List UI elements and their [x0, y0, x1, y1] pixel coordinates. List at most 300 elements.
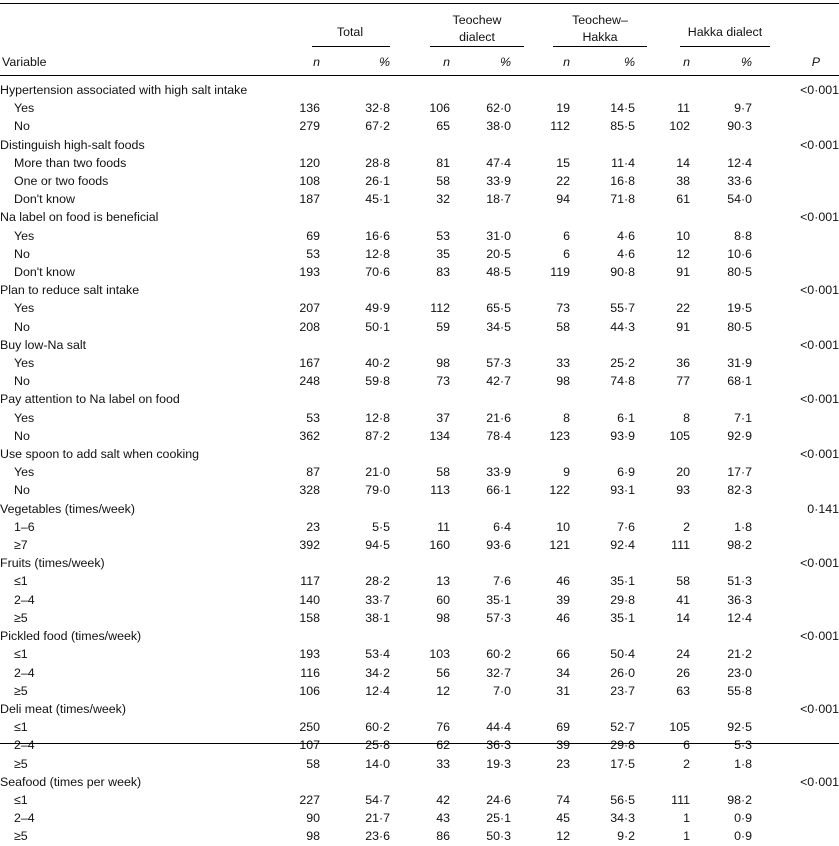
- pct-cell: 82·3: [727, 483, 752, 498]
- pct-cell: 31·0: [486, 228, 511, 243]
- pct-cell: [450, 554, 511, 572]
- category-label: Na label on food is beneficial: [0, 210, 159, 225]
- n-cell: [270, 627, 320, 645]
- n-cell: 69: [306, 228, 320, 243]
- p-value-cell: [752, 409, 839, 427]
- pct-cell: 49·9: [365, 301, 390, 316]
- pct-cell: 9·7: [734, 101, 752, 116]
- group-hakka: [670, 24, 780, 41]
- p-value-cell: [752, 572, 839, 590]
- pct-cell: 6·1: [617, 410, 635, 425]
- pct-cell: 92·5: [727, 720, 752, 735]
- p-value-cell: 0·141: [807, 501, 839, 516]
- n-cell: [390, 336, 450, 354]
- pct-cell: [690, 700, 752, 718]
- pct-cell: 54·0: [727, 192, 752, 207]
- pct-cell: [320, 336, 390, 354]
- pct-cell: 7·0: [493, 683, 511, 698]
- n-cell: 86: [436, 829, 450, 844]
- pct-cell: [320, 281, 390, 299]
- n-cell: 32: [436, 192, 450, 207]
- teochew-hakka-pct-header: %: [623, 55, 635, 69]
- p-value-cell: [752, 736, 839, 754]
- row-label: 1–6: [14, 519, 35, 534]
- p-value-cell: <0·001: [800, 701, 839, 716]
- category-label: Vegetables (times/week): [0, 501, 135, 516]
- pct-cell: 21·6: [486, 410, 511, 425]
- n-cell: 76: [436, 720, 450, 735]
- category-label: Seafood (times per week): [0, 774, 142, 789]
- pct-cell: 21·0: [365, 465, 390, 480]
- n-cell: [390, 554, 450, 572]
- table-row: [0, 791, 839, 809]
- category-label: Pickled food (times/week): [0, 629, 142, 644]
- n-cell: 8: [563, 410, 570, 425]
- table-row: [0, 427, 839, 445]
- category-row: [0, 208, 839, 226]
- n-cell: 98: [306, 829, 320, 844]
- n-cell: 41: [676, 592, 690, 607]
- p-value-cell: <0·001: [800, 774, 839, 789]
- row-label: Yes: [14, 301, 35, 316]
- n-cell: 10: [676, 228, 690, 243]
- n-cell: 53: [306, 246, 320, 261]
- category-row: [0, 554, 839, 572]
- pct-cell: 66·1: [486, 483, 511, 498]
- pct-cell: 78·4: [486, 428, 511, 443]
- pct-cell: 45·1: [365, 192, 390, 207]
- n-cell: 31: [556, 683, 570, 698]
- n-cell: [270, 336, 320, 354]
- pct-cell: 19·3: [486, 756, 511, 771]
- p-value-cell: <0·001: [800, 392, 839, 407]
- category-row: [0, 281, 839, 299]
- pct-cell: 19·5: [727, 301, 752, 316]
- n-cell: 187: [299, 192, 320, 207]
- pct-cell: 28·2: [365, 574, 390, 589]
- pct-cell: [570, 136, 635, 154]
- pct-cell: 54·7: [365, 792, 390, 807]
- n-cell: 73: [556, 301, 570, 316]
- pct-cell: [450, 445, 511, 463]
- pct-cell: 18·7: [486, 192, 511, 207]
- table-row: [0, 318, 839, 336]
- n-cell: [390, 627, 450, 645]
- pct-cell: [690, 554, 752, 572]
- n-cell: 13: [436, 574, 450, 589]
- n-cell: 120: [299, 155, 320, 170]
- pct-cell: 71·8: [610, 192, 635, 207]
- n-cell: 116: [300, 665, 320, 680]
- n-cell: [390, 773, 450, 791]
- p-value-cell: [752, 827, 839, 845]
- total-pct-header: %: [378, 55, 390, 69]
- category-row: [0, 445, 839, 463]
- pct-cell: 6·9: [617, 465, 635, 480]
- table-row: [0, 736, 839, 754]
- pct-cell: [570, 773, 635, 791]
- teochew-n-header: n: [443, 55, 450, 69]
- n-cell: 59: [436, 319, 450, 334]
- group-teochew-hakka-line2: Hakka: [582, 30, 618, 44]
- n-cell: 53: [306, 410, 320, 425]
- pct-cell: 26·1: [365, 174, 390, 189]
- pct-cell: [570, 554, 635, 572]
- n-cell: 33: [436, 756, 450, 771]
- pct-cell: [450, 500, 511, 518]
- n-cell: [270, 208, 320, 226]
- n-cell: 87: [306, 465, 320, 480]
- category-label: Deli meat (times/week): [0, 701, 126, 716]
- row-label: No: [14, 246, 30, 261]
- table-row: [0, 827, 839, 845]
- n-cell: 6: [563, 246, 570, 261]
- p-value-cell: [752, 354, 839, 372]
- pct-cell: 0·9: [734, 829, 752, 844]
- p-value-cell: [752, 518, 839, 536]
- pct-cell: [570, 281, 635, 299]
- n-cell: 98: [436, 356, 450, 371]
- pct-cell: 10·6: [727, 246, 752, 261]
- pct-cell: 0·9: [734, 811, 752, 826]
- group-total: [310, 24, 390, 41]
- n-cell: 392: [299, 538, 320, 553]
- n-cell: 279: [299, 119, 320, 134]
- pct-cell: 44·4: [486, 720, 511, 735]
- n-cell: 65: [436, 119, 450, 134]
- pct-cell: [570, 700, 635, 718]
- pct-cell: [570, 627, 635, 645]
- n-cell: 77: [676, 374, 690, 389]
- n-cell: [635, 554, 690, 572]
- pct-cell: 35·1: [610, 574, 635, 589]
- n-cell: 63: [676, 683, 690, 698]
- table-row: [0, 755, 839, 773]
- n-cell: 83: [436, 265, 450, 280]
- table-row: [0, 463, 839, 481]
- pct-cell: 8·8: [734, 228, 752, 243]
- n-cell: 102: [669, 119, 690, 134]
- pct-cell: 6·4: [493, 519, 511, 534]
- p-value-cell: [752, 682, 839, 700]
- n-cell: 46: [556, 574, 570, 589]
- n-cell: 105: [669, 428, 690, 443]
- pct-cell: [570, 500, 635, 518]
- n-cell: [270, 773, 320, 791]
- table-row: [0, 299, 839, 317]
- category-row: [0, 627, 839, 645]
- table-row: [0, 572, 839, 590]
- pct-cell: 34·3: [610, 811, 635, 826]
- p-value-cell: [752, 427, 839, 445]
- p-value-cell: [752, 664, 839, 682]
- pct-cell: 93·6: [486, 538, 511, 553]
- n-cell: [390, 136, 450, 154]
- pct-cell: 36·3: [486, 738, 511, 753]
- group-teochew: [422, 12, 532, 46]
- pct-cell: 68·1: [727, 374, 752, 389]
- pct-cell: 21·2: [727, 647, 752, 662]
- pct-cell: 14·0: [365, 756, 390, 771]
- n-cell: 73: [436, 374, 450, 389]
- n-cell: [511, 208, 570, 226]
- pct-cell: 32·7: [486, 665, 511, 680]
- n-cell: [390, 500, 450, 518]
- table-row: [0, 190, 839, 208]
- group-total-underline: [312, 46, 390, 47]
- pct-cell: 55·8: [727, 683, 752, 698]
- n-cell: 112: [550, 119, 570, 134]
- table-row: [0, 518, 839, 536]
- n-cell: 123: [549, 428, 570, 443]
- row-label: No: [14, 428, 30, 443]
- n-cell: 12: [436, 683, 450, 698]
- pct-cell: [450, 136, 511, 154]
- pct-cell: [690, 81, 752, 99]
- n-cell: 39: [556, 738, 570, 753]
- group-teochew-hakka: [545, 12, 655, 46]
- n-cell: [511, 627, 570, 645]
- n-cell: 107: [299, 738, 320, 753]
- pct-cell: 12·4: [727, 155, 752, 170]
- row-label: ≥5: [14, 829, 28, 844]
- row-label: Yes: [14, 101, 35, 116]
- n-cell: [270, 700, 320, 718]
- pct-cell: [320, 390, 390, 408]
- category-label: Use spoon to add salt when cooking: [0, 447, 200, 462]
- row-label: One or two foods: [14, 174, 109, 189]
- pct-cell: 14·5: [610, 101, 635, 116]
- pct-cell: 17·5: [610, 756, 635, 771]
- row-label: Yes: [14, 228, 35, 243]
- n-cell: [635, 81, 690, 99]
- pct-cell: [450, 700, 511, 718]
- table-row: [0, 372, 839, 390]
- hakka-n-header: n: [683, 55, 690, 69]
- table-row: [0, 354, 839, 372]
- pct-cell: 60·2: [365, 720, 390, 735]
- n-cell: 362: [299, 428, 320, 443]
- n-cell: [270, 500, 320, 518]
- pct-cell: [450, 627, 511, 645]
- n-cell: 23: [556, 756, 570, 771]
- pct-cell: 25·8: [365, 738, 390, 753]
- n-cell: [511, 281, 570, 299]
- row-label: ≥7: [14, 538, 28, 553]
- n-cell: 136: [299, 101, 320, 116]
- pct-cell: [320, 81, 390, 99]
- pct-cell: [570, 208, 635, 226]
- n-cell: [511, 390, 570, 408]
- table-row: [0, 645, 839, 663]
- row-label: 2–4: [14, 738, 35, 753]
- row-label: No: [14, 483, 30, 498]
- table-row: [0, 227, 839, 245]
- n-cell: 108: [299, 174, 320, 189]
- pct-cell: [690, 336, 752, 354]
- category-row: [0, 136, 839, 154]
- pct-cell: 35·1: [610, 610, 635, 625]
- pct-cell: 35·1: [486, 592, 511, 607]
- n-cell: 22: [556, 174, 570, 189]
- p-value-cell: <0·001: [800, 210, 839, 225]
- pct-cell: 52·7: [610, 720, 635, 735]
- group-teochew-hakka-line1: Teochew–: [572, 13, 628, 27]
- n-cell: [270, 81, 320, 99]
- n-cell: 14: [676, 155, 690, 170]
- n-cell: 12: [556, 829, 570, 844]
- pct-cell: 60·2: [486, 647, 511, 662]
- category-row: [0, 773, 839, 791]
- n-cell: 35: [436, 246, 450, 261]
- p-value-cell: [752, 791, 839, 809]
- n-cell: [511, 81, 570, 99]
- p-value-cell: <0·001: [800, 137, 839, 152]
- p-value-cell: [752, 718, 839, 736]
- pct-cell: 87·2: [365, 428, 390, 443]
- p-header: P: [811, 55, 820, 69]
- n-cell: 158: [299, 610, 320, 625]
- pct-cell: [690, 500, 752, 518]
- pct-cell: [320, 500, 390, 518]
- top-rule: [0, 3, 839, 4]
- table-body: [0, 81, 839, 846]
- n-cell: 193: [299, 647, 320, 662]
- p-value-cell: [752, 591, 839, 609]
- n-cell: 1: [683, 811, 690, 826]
- category-label: Hypertension associated with high salt intake: [0, 83, 248, 97]
- row-label: ≤1: [14, 574, 28, 589]
- pct-cell: 59·8: [365, 374, 390, 389]
- variable-header: Variable: [2, 55, 47, 69]
- group-teochew-hakka-underline: [553, 46, 647, 47]
- n-cell: 37: [436, 410, 450, 425]
- teochew-pct-header: %: [499, 55, 511, 69]
- n-cell: 103: [429, 647, 450, 662]
- table-row: [0, 409, 839, 427]
- n-cell: 58: [436, 465, 450, 480]
- pct-cell: [320, 208, 390, 226]
- pct-cell: 92·4: [610, 538, 635, 553]
- n-cell: 38: [676, 174, 690, 189]
- row-label: ≤1: [14, 792, 28, 807]
- table-row: [0, 481, 839, 499]
- n-cell: [390, 390, 450, 408]
- p-value-cell: [752, 172, 839, 190]
- pct-cell: 4·6: [617, 246, 635, 261]
- pct-cell: 31·9: [727, 356, 752, 371]
- table-row: [0, 718, 839, 736]
- n-cell: 20: [676, 465, 690, 480]
- p-value-cell: [752, 318, 839, 336]
- n-cell: 58: [436, 174, 450, 189]
- n-cell: 94: [556, 192, 570, 207]
- bottom-rule: [0, 743, 839, 744]
- n-cell: [635, 336, 690, 354]
- pct-cell: [690, 281, 752, 299]
- pct-cell: 12·4: [727, 610, 752, 625]
- n-cell: 45: [556, 811, 570, 826]
- n-cell: 39: [556, 592, 570, 607]
- pct-cell: 29·8: [610, 592, 635, 607]
- n-cell: 93: [676, 483, 690, 498]
- pct-cell: 79·0: [365, 483, 390, 498]
- table-row: [0, 117, 839, 135]
- n-cell: 60: [436, 592, 450, 607]
- n-cell: 207: [299, 301, 320, 316]
- group-teochew-line1: Teochew: [452, 13, 502, 27]
- pct-cell: 34·2: [365, 665, 390, 680]
- pct-cell: 44·3: [610, 319, 635, 334]
- pct-cell: [320, 445, 390, 463]
- n-cell: [635, 627, 690, 645]
- n-cell: 111: [671, 538, 690, 553]
- pct-cell: 93·1: [610, 483, 635, 498]
- pct-cell: 12·4: [365, 683, 390, 698]
- n-cell: [270, 136, 320, 154]
- p-value-cell: <0·001: [800, 337, 839, 352]
- row-label: ≤1: [14, 720, 28, 735]
- n-cell: 167: [299, 356, 320, 371]
- n-cell: 11: [437, 519, 450, 534]
- n-cell: 81: [436, 155, 450, 170]
- pct-cell: [690, 136, 752, 154]
- group-teochew-underline: [430, 46, 524, 47]
- n-cell: 53: [436, 228, 450, 243]
- n-cell: 111: [671, 792, 690, 807]
- n-cell: 58: [556, 319, 570, 334]
- pct-cell: 85·5: [610, 119, 635, 134]
- row-label: 2–4: [14, 592, 35, 607]
- n-cell: 36: [676, 356, 690, 371]
- pct-cell: 93·9: [610, 428, 635, 443]
- table-row: [0, 664, 839, 682]
- pct-cell: 94·5: [365, 538, 390, 553]
- p-value-cell: [752, 536, 839, 554]
- n-cell: 2: [683, 756, 690, 771]
- n-cell: [635, 773, 690, 791]
- n-cell: 43: [436, 811, 450, 826]
- pct-cell: 23·6: [365, 829, 390, 844]
- group-hakka-underline: [680, 46, 770, 47]
- p-value-cell: <0·001: [800, 447, 839, 462]
- pct-cell: [450, 208, 511, 226]
- n-cell: [635, 445, 690, 463]
- row-label: ≥5: [14, 683, 28, 698]
- total-n-header: n: [313, 55, 320, 69]
- n-cell: 193: [299, 265, 320, 280]
- n-cell: 113: [430, 483, 450, 498]
- p-value-cell: [752, 263, 839, 281]
- n-cell: [635, 281, 690, 299]
- n-cell: 208: [299, 319, 320, 334]
- p-value-cell: [752, 245, 839, 263]
- p-value-cell: [752, 99, 839, 117]
- n-cell: 19: [556, 101, 570, 116]
- category-label: Buy low-Na salt: [0, 337, 87, 352]
- p-value-cell: [752, 117, 839, 135]
- pct-cell: 38·0: [486, 119, 511, 134]
- pct-cell: 1·8: [734, 756, 752, 771]
- n-cell: 12: [676, 246, 690, 261]
- row-label: Yes: [14, 465, 35, 480]
- n-cell: 61: [676, 192, 690, 207]
- n-cell: 9: [563, 465, 570, 480]
- pct-cell: 55·7: [610, 301, 635, 316]
- p-value-cell: <0·001: [800, 556, 839, 571]
- category-row: [0, 81, 839, 99]
- row-label: No: [14, 319, 30, 334]
